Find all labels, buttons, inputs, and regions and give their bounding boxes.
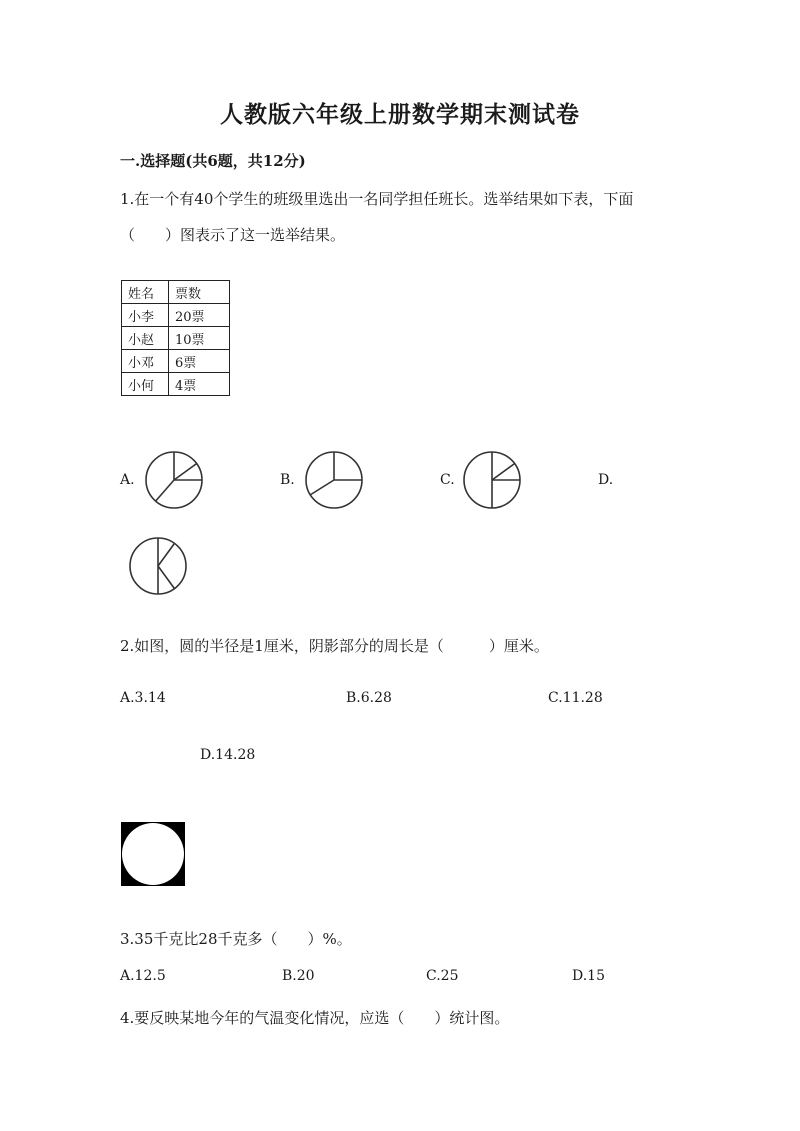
option-b-label[interactable]: B. (280, 472, 295, 488)
q3-option-d[interactable]: D.15 (572, 968, 605, 984)
pie-option-b[interactable] (304, 450, 364, 510)
question-1-line-1: 1.在一个有40个学生的班级里选出一名同学担任班长。选举结果如下表，下面 (120, 190, 634, 208)
table-cell: 20票 (169, 304, 230, 327)
pie-option-d[interactable] (128, 536, 188, 596)
vote-table (121, 280, 230, 396)
table-row (122, 373, 230, 396)
q2-option-b[interactable]: B.6.28 (346, 690, 392, 706)
pie-option-c[interactable] (462, 450, 522, 510)
table-header-cell: 票数 (169, 281, 230, 304)
table-cell: 6票 (169, 350, 230, 373)
table-row (122, 350, 230, 373)
q3-option-a[interactable]: A.12.5 (120, 968, 166, 984)
table-header-row (122, 281, 230, 304)
table-cell: 小何 (122, 373, 169, 396)
table-row (122, 327, 230, 350)
section-heading: 一.选择题(共6题，共12分) (120, 152, 306, 170)
table-row (122, 304, 230, 327)
table-header-cell: 姓名 (122, 281, 169, 304)
question-2-text: 2.如图，圆的半径是1厘米，阴影部分的周长是（ ）厘米。 (120, 637, 549, 655)
page-title: 人教版六年级上册数学期末测试卷 (220, 101, 580, 128)
q3-option-c[interactable]: C.25 (426, 968, 459, 984)
square-circle-figure (121, 822, 185, 886)
q2-option-c[interactable]: C.11.28 (548, 690, 603, 706)
question-3-text: 3.35千克比28千克多（ ）%。 (120, 930, 352, 948)
table-cell: 10票 (169, 327, 230, 350)
pie-option-a[interactable] (144, 450, 204, 510)
q2-option-a[interactable]: A.3.14 (120, 690, 166, 706)
q2-option-d[interactable]: D.14.28 (200, 747, 256, 763)
question-4-text: 4.要反映某地今年的气温变化情况，应选（ ）统计图。 (120, 1009, 510, 1027)
q3-option-b[interactable]: B.20 (282, 968, 315, 984)
table-cell: 小赵 (122, 327, 169, 350)
table-cell: 小邓 (122, 350, 169, 373)
option-d-label[interactable]: D. (598, 472, 614, 488)
option-a-label[interactable]: A. (120, 472, 135, 488)
table-cell: 小李 (122, 304, 169, 327)
question-1-line-2: （ ）图表示了这一选举结果。 (120, 226, 346, 244)
option-c-label[interactable]: C. (440, 472, 455, 488)
table-cell: 4票 (169, 373, 230, 396)
